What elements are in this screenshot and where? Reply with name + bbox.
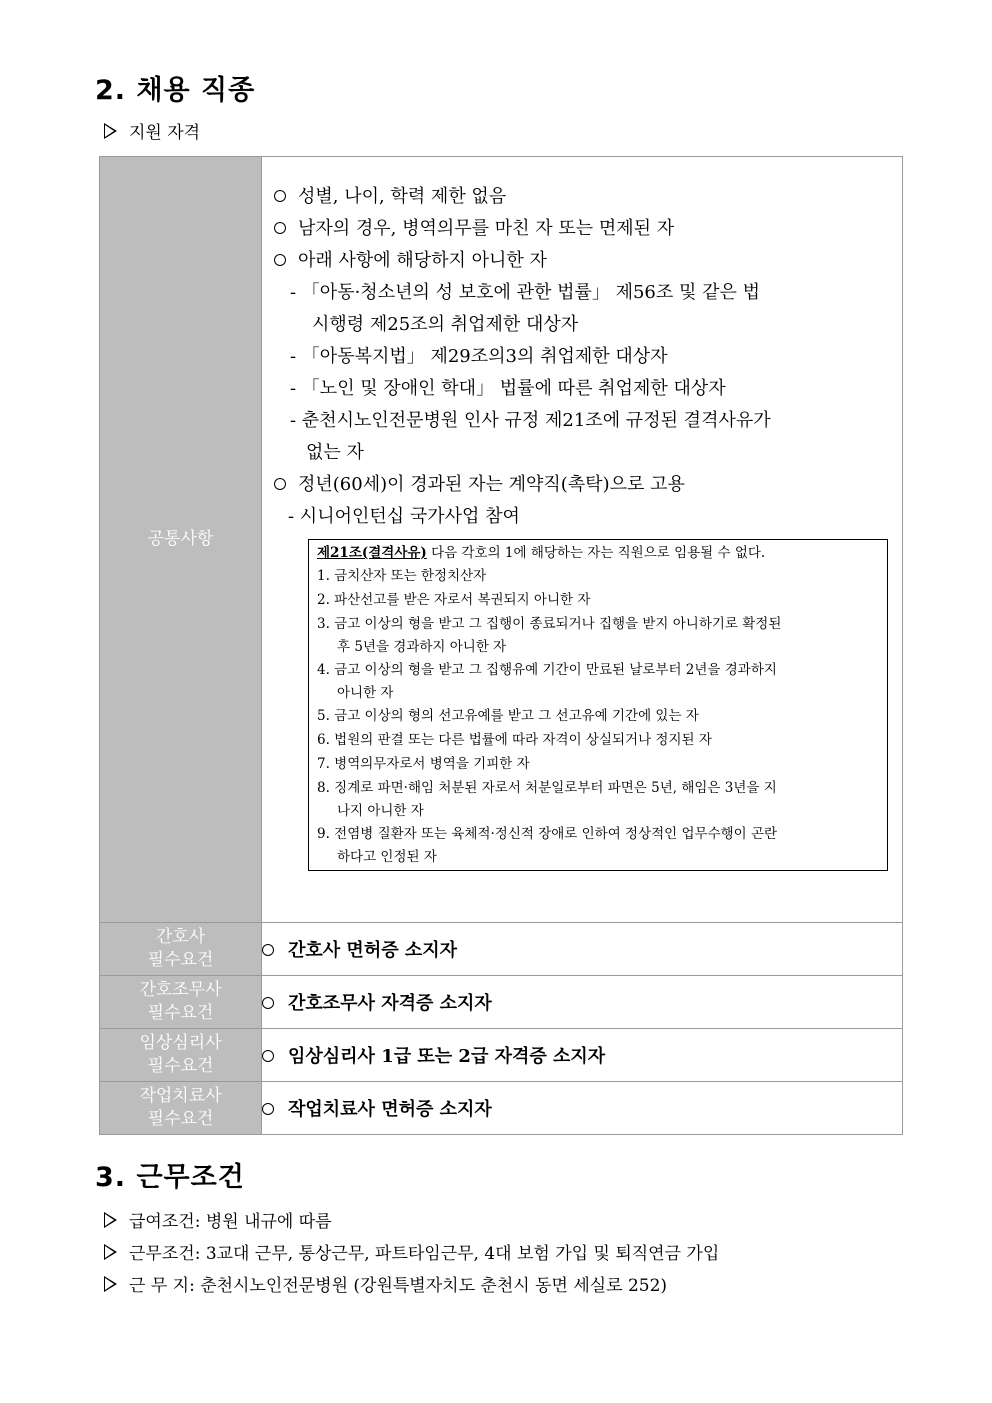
requirement-text bbox=[262, 976, 903, 1029]
requirement-label-line1: 임상심리사 bbox=[139, 1033, 222, 1053]
circle-bullet-icon bbox=[274, 190, 286, 202]
article-item-cont: 나지 아니한 자 bbox=[337, 803, 424, 819]
common-subitem: - 「아동·청소년의 성 보호에 관한 법률」 제56조 및 같은 법 bbox=[290, 282, 760, 303]
subtitle-text: 지원 자격 bbox=[129, 123, 201, 143]
common-label: 공통사항 bbox=[100, 157, 262, 923]
article-title: 제21조(결격사유) bbox=[317, 545, 427, 561]
common-content bbox=[262, 157, 903, 923]
requirement-text bbox=[262, 1029, 903, 1082]
circle-bullet-icon bbox=[274, 254, 286, 266]
requirement-label bbox=[100, 976, 262, 1029]
common-subitem-cont: 없는 자 bbox=[306, 442, 364, 463]
requirement-row bbox=[100, 923, 903, 976]
requirement-row bbox=[100, 976, 903, 1029]
requirement-row bbox=[100, 1082, 903, 1135]
article-box bbox=[308, 539, 888, 871]
requirement-text-value: 작업치료사 면허증 소지자 bbox=[288, 1099, 492, 1120]
common-subitem: - 시니어인턴십 국가사업 참여 bbox=[288, 506, 520, 527]
article-item: 9. 전염병 질환자 또는 육체적·정신적 장애로 인하여 정상적인 업무수행이 곤란 bbox=[317, 826, 778, 842]
common-item bbox=[262, 245, 902, 277]
requirement-text-value: 임상심리사 1급 또는 2급 자격증 소지자 bbox=[288, 1046, 606, 1067]
triangle-icon bbox=[104, 1276, 117, 1292]
requirement-label bbox=[100, 923, 262, 976]
common-row bbox=[100, 157, 903, 923]
triangle-icon bbox=[104, 1244, 117, 1260]
common-item-text: 아래 사항에 해당하지 아니한 자 bbox=[298, 250, 547, 271]
qualification-table bbox=[99, 156, 903, 1135]
article-item: 7. 병역의무자로서 병역을 기피한 자 bbox=[317, 756, 530, 772]
work-condition-text: 급여조건: 병원 내규에 따름 bbox=[129, 1212, 332, 1232]
common-subitem-cont: 시행령 제25조의 취업제한 대상자 bbox=[312, 314, 579, 335]
work-condition-text: 근 무 지: 춘천시노인전문병원 (강원특별자치도 춘천시 동면 세실로 252) bbox=[129, 1276, 668, 1296]
work-condition-item bbox=[104, 1239, 719, 1264]
work-condition-item bbox=[104, 1271, 667, 1296]
circle-bullet-icon bbox=[262, 1050, 274, 1062]
common-item-text: 정년(60세)이 경과된 자는 계약직(촉탁)으로 고용 bbox=[298, 474, 685, 495]
requirement-label-line1: 간호조무사 bbox=[139, 980, 222, 1000]
article-item: 3. 금고 이상의 형을 받고 그 집행이 종료되거나 집행을 받지 아니하기로 확정된 bbox=[317, 616, 782, 632]
requirement-label-line2: 필수요건 bbox=[147, 1003, 214, 1023]
common-item-text: 성별, 나이, 학력 제한 없음 bbox=[298, 186, 507, 207]
circle-bullet-icon bbox=[274, 478, 286, 490]
article-item-cont: 아니한 자 bbox=[337, 685, 394, 701]
article-item: 1. 금치산자 또는 한정치산자 bbox=[317, 568, 487, 584]
circle-bullet-icon bbox=[274, 222, 286, 234]
common-subitem: - 「노인 및 장애인 학대」 법률에 따른 취업제한 대상자 bbox=[290, 378, 726, 399]
article-title-line bbox=[317, 542, 881, 564]
requirement-text-value: 간호사 면허증 소지자 bbox=[288, 940, 458, 961]
requirement-label-line1: 간호사 bbox=[155, 927, 206, 947]
requirement-label-line2: 필수요건 bbox=[147, 1056, 214, 1076]
article-item: 6. 법원의 판결 또는 다른 법률에 따라 자격이 상실되거나 정지된 자 bbox=[317, 732, 712, 748]
common-subitem: - 「아동복지법」 제29조의3의 취업제한 대상자 bbox=[290, 346, 668, 367]
common-item-text: 남자의 경우, 병역의무를 마친 자 또는 면제된 자 bbox=[298, 218, 675, 239]
article-intro: 다음 각호의 1에 해당하는 자는 직원으로 임용될 수 없다. bbox=[431, 545, 766, 561]
common-item bbox=[262, 213, 902, 245]
article-item: 2. 파산선고를 받은 자로서 복권되지 아니한 자 bbox=[317, 592, 591, 608]
circle-bullet-icon bbox=[262, 1103, 274, 1115]
article-item: 4. 금고 이상의 형을 받고 그 집행유예 기간이 만료된 날로부터 2년을 경과하지 bbox=[317, 662, 777, 678]
requirement-text bbox=[262, 1082, 903, 1135]
requirement-label bbox=[100, 1082, 262, 1135]
requirement-label-line2: 필수요건 bbox=[147, 950, 214, 970]
article-item-cont: 하다고 인정된 자 bbox=[337, 849, 437, 865]
requirement-label-line1: 작업치료사 bbox=[139, 1086, 222, 1106]
common-item bbox=[262, 181, 902, 213]
requirement-text bbox=[262, 923, 903, 976]
triangle-icon bbox=[104, 1212, 117, 1228]
work-condition-item bbox=[104, 1207, 332, 1232]
section2-subtitle bbox=[104, 118, 200, 143]
requirement-label bbox=[100, 1029, 262, 1082]
article-item-cont: 후 5년을 경과하지 아니한 자 bbox=[337, 639, 507, 655]
requirement-row bbox=[100, 1029, 903, 1082]
requirement-text-value: 간호조무사 자격증 소지자 bbox=[288, 993, 492, 1014]
circle-bullet-icon bbox=[262, 944, 274, 956]
requirement-label-line2: 필수요건 bbox=[147, 1109, 214, 1129]
article-item: 8. 징계로 파면·해임 처분된 자로서 처분일로부터 파면은 5년, 해임은 3년을 지 bbox=[317, 780, 777, 796]
triangle-icon bbox=[104, 123, 117, 139]
section3-title: 3. 근무조건 bbox=[95, 1162, 245, 1193]
common-item bbox=[262, 469, 902, 501]
section2-title: 2. 채용 직종 bbox=[95, 75, 256, 106]
circle-bullet-icon bbox=[262, 997, 274, 1009]
article-item: 5. 금고 이상의 형의 선고유예를 받고 그 선고유예 기간에 있는 자 bbox=[317, 708, 699, 724]
work-condition-text: 근무조건: 3교대 근무, 통상근무, 파트타임근무, 4대 보험 가입 및 퇴직연금 가입 bbox=[129, 1244, 720, 1264]
common-subitem: - 춘천시노인전문병원 인사 규정 제21조에 규정된 결격사유가 bbox=[290, 410, 771, 431]
